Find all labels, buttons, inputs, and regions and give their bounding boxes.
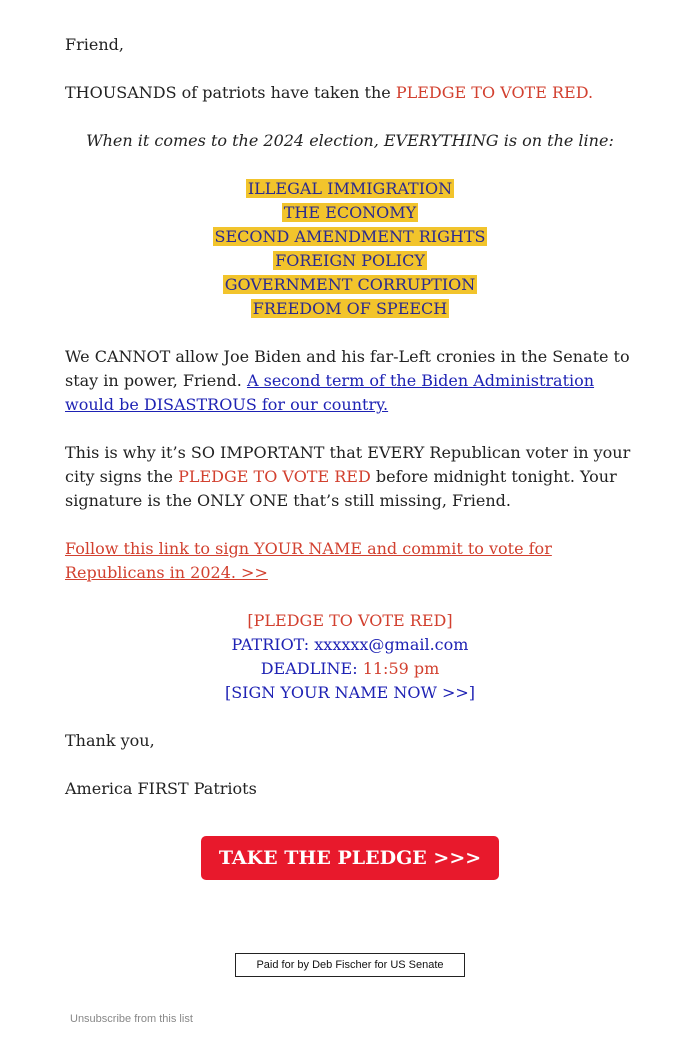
intro-paragraph [65,81,635,105]
important-paragraph [65,441,635,513]
intro-pledge-highlight: PLEDGE TO VOTE RED. [395,83,594,102]
signature-line: America FIRST Patriots [65,779,257,798]
thanks-line: Thank you, [65,731,155,750]
pledge-title: [PLEDGE TO VOTE RED] [247,611,453,630]
follow-sign-link[interactable]: Follow this link to sign YOUR NAME and commit to vote for Republicans in 2024. >> [65,539,552,582]
important-text-1: This is why it’s SO IMPORTANT that EVERY Republican voter in your city signs the [65,443,631,486]
issue-item: GOVERNMENT CORRUPTION [224,275,476,294]
pledge-block [65,609,635,705]
intro-text: THOUSANDS of patriots have taken the [65,83,396,102]
pledge-highlight: PLEDGE TO VOTE RED [178,467,371,486]
email-content [65,33,635,825]
issue-item: SECOND AMENDMENT RIGHTS [214,227,486,246]
issue-item: ILLEGAL IMMIGRATION [247,179,453,198]
deadline-time: 11:59 pm [362,659,440,678]
biden-disastrous-link[interactable]: A second term of the Biden Administration would be DISASTROUS for our country. [65,371,595,414]
cta-container [0,836,700,880]
biden-paragraph [65,345,635,417]
biden-text: We CANNOT allow Joe Biden and his far-Left cronies in the Senate to stay in power, Friend. [65,347,630,390]
important-text-2: before midnight tonight. Your signature is the ONLY ONE that’s still missing, Friend. [65,467,617,510]
take-the-pledge-button[interactable]: TAKE THE PLEDGE >>> [201,836,499,880]
issue-item: FOREIGN POLICY [275,251,425,270]
patriot-line: PATRIOT: xxxxxx@gmail.com [231,635,469,654]
follow-paragraph [65,537,635,585]
issue-item: THE ECONOMY [283,203,417,222]
deadline-line: DEADLINE: 11:59 pm [260,659,440,678]
stakes-line: When it comes to the 2024 election, EVERYTHING is on the line: [86,131,614,150]
greeting: Friend, [65,35,124,54]
issue-item: FREEDOM OF SPEECH [252,299,448,318]
paid-for-disclaimer: Paid for by Deb Fischer for US Senate [235,953,464,977]
issues-list [65,177,635,321]
patriot-email: xxxxxx@gmail.com [314,635,469,654]
paid-for-container [0,953,700,977]
sign-name-link[interactable]: [SIGN YOUR NAME NOW >>] [224,683,476,702]
unsubscribe-link[interactable]: Unsubscribe from this list [70,1013,193,1025]
